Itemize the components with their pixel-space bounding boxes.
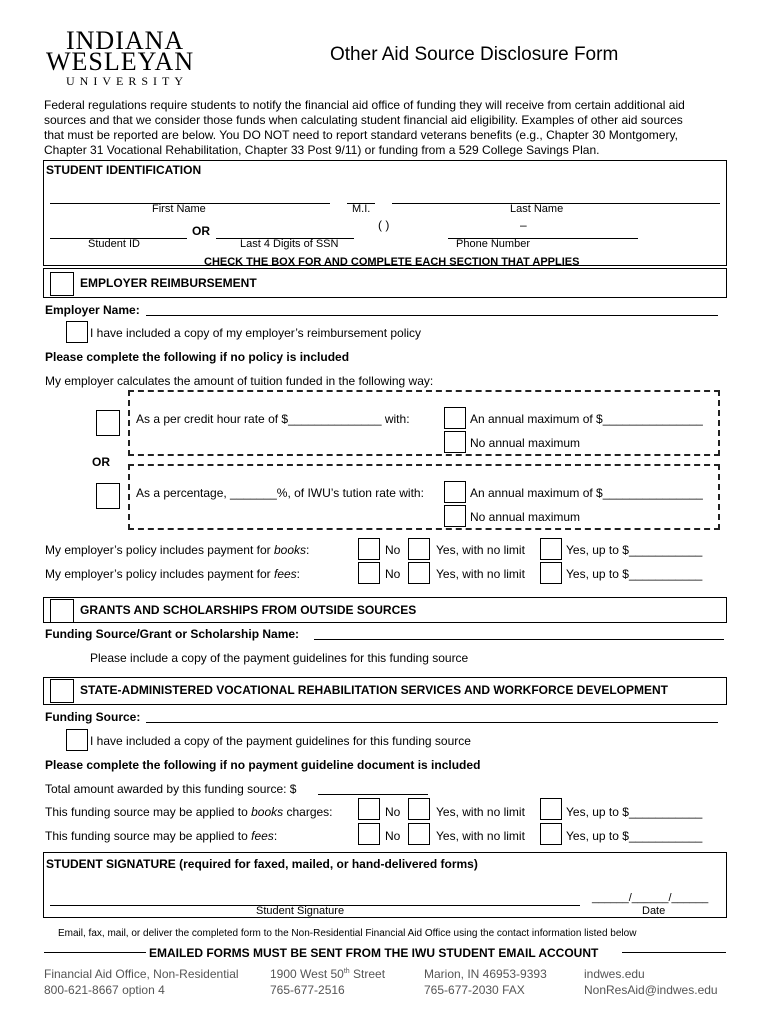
guideline-copy-checkbox[interactable] <box>66 729 88 751</box>
no-guideline-heading: Please complete the following if no payment guideline document is included <box>45 758 481 772</box>
vocational-fees-word: fees <box>251 829 274 843</box>
office-phone-toll: 800-621-8667 option 4 <box>44 983 165 997</box>
phone-dash: – <box>520 218 527 232</box>
vocational-source-field[interactable] <box>146 722 718 723</box>
vocational-fees-suffix: : <box>273 829 278 843</box>
street-ordinal: th <box>343 968 350 975</box>
annual-max-label: An annual maximum of $_______________ <box>470 412 703 426</box>
vocational-fees-yes-nolimit-checkbox[interactable] <box>408 823 430 845</box>
no-annual-max2-label: No annual maximum <box>470 510 581 524</box>
employer-fees-no-checkbox[interactable] <box>358 562 380 584</box>
phone-label: Phone Number <box>456 238 530 250</box>
vocational-books-yes-nolimit-checkbox[interactable] <box>408 798 430 820</box>
footer-rule-right <box>622 952 726 953</box>
form-title: Other Aid Source Disclosure Form <box>330 44 619 65</box>
employer-books-no-checkbox[interactable] <box>358 538 380 560</box>
no-annual-max-checkbox[interactable] <box>444 431 466 453</box>
no-policy-heading: Please complete the following if no policy is included <box>45 350 350 364</box>
phone-parens: ( ) <box>378 218 390 232</box>
annual-max2-label: An annual maximum of $_______________ <box>470 486 703 500</box>
percentage-checkbox[interactable] <box>96 483 120 509</box>
logo-line-1: INDIANA <box>66 26 185 55</box>
ssn-label: Last 4 Digits of SSN <box>240 238 339 250</box>
date-label: Date <box>642 905 666 917</box>
percentage-label: As a percentage, _______%, of IWU’s tution rate with: <box>136 486 424 500</box>
first-name-label: First Name <box>152 203 206 215</box>
vocational-fees-yes-upto-label: Yes, up to $___________ <box>566 829 703 843</box>
employer-fees-no-label: No <box>385 567 401 581</box>
office-phone-local: 765-677-2516 <box>270 983 345 997</box>
office-fax: 765-677-2030 FAX <box>424 983 525 997</box>
annual-max-checkbox[interactable] <box>444 407 466 429</box>
last-name-label: Last Name <box>510 203 564 215</box>
grants-name-field[interactable] <box>314 639 724 640</box>
office-email-link[interactable]: NonResAid@indwes.edu <box>584 983 718 997</box>
office-name: Financial Aid Office, Non-Residential <box>44 967 239 981</box>
office-city: Marion, IN 46953-9393 <box>424 967 547 981</box>
grants-checkbox[interactable] <box>50 599 74 623</box>
employer-name-label: Employer Name: <box>45 303 140 317</box>
employer-books-yes-upto-checkbox[interactable] <box>540 538 562 560</box>
student-id-label: Student ID <box>88 238 140 250</box>
vocational-total-label: Total amount awarded by this funding source: $ <box>45 782 297 796</box>
employer-fees-yes-upto-label: Yes, up to $___________ <box>566 567 703 581</box>
employer-books-yes-nolimit-checkbox[interactable] <box>408 538 430 560</box>
employer-books-yes-upto-label: Yes, up to $___________ <box>566 543 703 557</box>
grants-heading: GRANTS AND SCHOLARSHIPS FROM OUTSIDE SOURCES <box>80 603 417 617</box>
per-credit-label: As a per credit hour rate of $______________ with: <box>136 412 410 426</box>
intro-line-4: Chapter 31 Vocational Rehabilitation, Chapter 33 Post 9/11) or funding from a 529 College Savings Plan. <box>44 143 600 157</box>
intro-line-2: sources and that we consider those funds when calculating student financial aid eligibility. Examples of other aid sources <box>44 113 683 127</box>
emailed-notice: EMAILED FORMS MUST BE SENT FROM THE IWU STUDENT EMAIL ACCOUNT <box>149 946 599 960</box>
employer-checkbox[interactable] <box>50 272 74 296</box>
calc-line: My employer calculates the amount of tuition funded in the following way: <box>45 374 434 388</box>
vocational-heading: STATE-ADMINISTERED VOCATIONAL REHABILITATION SERVICES AND WORKFORCE DEVELOPMENT <box>80 683 669 697</box>
student-id-heading: STUDENT IDENTIFICATION <box>46 163 202 177</box>
vocational-books-yes-upto-label: Yes, up to $___________ <box>566 805 703 819</box>
guideline-copy-label: I have included a copy of the payment guidelines for this funding source <box>90 734 471 748</box>
vocational-books-no-checkbox[interactable] <box>358 798 380 820</box>
vocational-fees-yes-nolimit-label: Yes, with no limit <box>436 829 525 843</box>
employer-books-yes-nolimit-label: Yes, with no limit <box>436 543 525 557</box>
vocational-fees-line <box>45 829 277 843</box>
employer-books-word: books <box>273 543 307 557</box>
employer-fees-yes-nolimit-checkbox[interactable] <box>408 562 430 584</box>
employer-fees-yes-nolimit-label: Yes, with no limit <box>436 567 525 581</box>
or-divider: OR <box>92 455 110 469</box>
intro-line-3: that must be reported are below. You DO NOT need to report standard veterans benefits (e.g., Chapter 30 Montgomery, <box>44 128 678 142</box>
date-field[interactable]: ______/______/______ <box>592 892 709 904</box>
or-label: OR <box>192 224 210 238</box>
employer-books-colon: : <box>306 543 310 557</box>
intro-line-1: Federal regulations require students to notify the financial aid office of funding they will receive from certain additional aid <box>44 98 685 112</box>
grants-note: Please include a copy of the payment guidelines for this funding source <box>90 651 469 665</box>
employer-name-field[interactable] <box>146 315 718 316</box>
annual-max2-checkbox[interactable] <box>444 481 466 503</box>
employer-fees-word: fees <box>273 567 297 581</box>
vocational-fees-yes-upto-checkbox[interactable] <box>540 823 562 845</box>
vocational-total-field[interactable] <box>318 794 428 795</box>
street-number: 1900 West 50 <box>270 967 344 981</box>
signature-label: Student Signature <box>256 905 345 917</box>
street-name: Street <box>349 967 386 981</box>
employer-fees-line <box>45 567 300 581</box>
vocational-source-label: Funding Source: <box>45 710 141 724</box>
vocational-fees-no-checkbox[interactable] <box>358 823 380 845</box>
footer-rule-left <box>44 952 146 953</box>
no-annual-max-label: No annual maximum <box>470 436 581 450</box>
logo-line-2: WESLEYAN <box>46 47 195 76</box>
employer-books-line <box>45 543 309 557</box>
vocational-books-yes-upto-checkbox[interactable] <box>540 798 562 820</box>
delivery-instructions: Email, fax, mail, or deliver the completed form to the Non-Residential Financial Aid Office using the contact information listed below <box>58 928 637 939</box>
vocational-books-suffix: charges: <box>283 805 333 819</box>
per-credit-checkbox[interactable] <box>96 410 120 436</box>
vocational-checkbox[interactable] <box>50 679 74 703</box>
employer-fees-yes-upto-checkbox[interactable] <box>540 562 562 584</box>
office-street <box>270 967 385 981</box>
employer-fees-prefix: My employer’s policy includes payment for <box>45 567 274 581</box>
vocational-books-yes-nolimit-label: Yes, with no limit <box>436 805 525 819</box>
vocational-fees-no-label: No <box>385 829 401 843</box>
employer-books-prefix: My employer’s policy includes payment for <box>45 543 274 557</box>
signature-heading: STUDENT SIGNATURE (required for faxed, mailed, or hand-delivered forms) <box>46 857 478 871</box>
policy-copy-checkbox[interactable] <box>66 321 88 343</box>
office-web-link[interactable]: indwes.edu <box>584 967 645 981</box>
logo-line-3: UNIVERSITY <box>66 74 188 88</box>
vocational-books-word: books <box>251 805 284 819</box>
vocational-books-prefix: This funding source may be applied to <box>45 805 252 819</box>
section-instruction: CHECK THE BOX FOR AND COMPLETE EACH SECTION THAT APPLIES <box>204 256 580 268</box>
no-annual-max2-checkbox[interactable] <box>444 505 466 527</box>
vocational-books-line <box>45 805 333 819</box>
vocational-fees-prefix: This funding source may be applied to <box>45 829 252 843</box>
vocational-books-no-label: No <box>385 805 401 819</box>
mi-label: M.I. <box>352 203 371 215</box>
policy-copy-label: I have included a copy of my employer’s reimbursement policy <box>90 326 422 340</box>
grants-name-label: Funding Source/Grant or Scholarship Name: <box>45 627 300 641</box>
employer-heading: EMPLOYER REIMBURSEMENT <box>80 276 257 290</box>
employer-books-no-label: No <box>385 543 401 557</box>
employer-fees-colon: : <box>296 567 301 581</box>
